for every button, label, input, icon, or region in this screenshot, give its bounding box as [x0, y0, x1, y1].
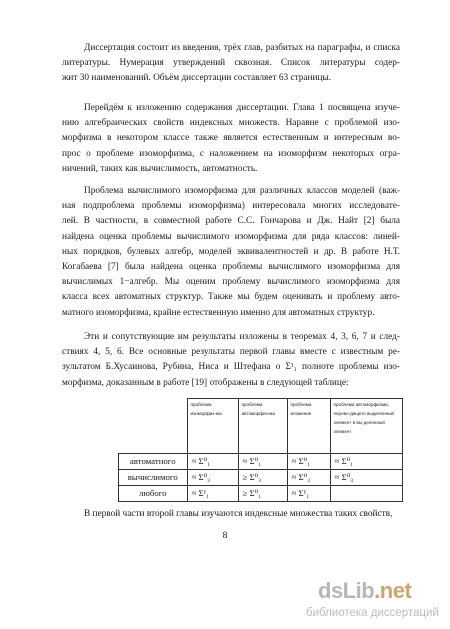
- table-cell: [330, 486, 403, 502]
- paragraph-structure: [62, 41, 400, 87]
- table-cell: ≥ Σ⁰₁: [238, 486, 287, 502]
- text-line: лей. В частности, в совместной работе С.С. Гончарова и Дж. Найт [2] была: [62, 216, 400, 227]
- table-cell: ≈ Σ⁰₃: [287, 470, 330, 486]
- text-line: ствиях 4, 5, 6. Все основные результаты первой главы вместе с известным ре-: [62, 347, 400, 358]
- table-row: [119, 454, 403, 470]
- text-line: зультатом Б.Хусаинова, Рубина, Ниса и Штефана о Σ¹₁ полноте проблемы изо-: [62, 362, 400, 373]
- paragraph-chapter1-intro: [62, 101, 400, 177]
- text-line: ных порядков, булевых алгебр, моделей эквивалентностей и др. В работе Н.Т.: [62, 246, 400, 257]
- dslib-logo[interactable]: [318, 578, 411, 604]
- text-line: морфизма в некотором классе также является естественным и интересным во-: [62, 133, 400, 144]
- table-corner-cell: [119, 399, 188, 454]
- table-row: [119, 470, 403, 486]
- table-row-label: вычислимого: [119, 470, 188, 486]
- text-line: В первой части второй главы изучаются индексные множества таких свойств,: [84, 509, 393, 519]
- table-cell: ≈ Σ¹₁: [187, 486, 238, 502]
- text-line: ная подпроблема проблемы изоморфизма) интересовала многих исследовате-: [62, 201, 400, 212]
- watermark-subtitle: библиотека диссертаций: [306, 607, 439, 619]
- paragraph-computable-isomorphism: [62, 184, 400, 321]
- table-row-label: автоматного: [119, 454, 188, 470]
- text-line: класса всех автоматных структур. Также мы будем оценивать и проблему авто-: [62, 292, 400, 303]
- table-cell: ≥ Σ⁰₃: [238, 470, 287, 486]
- table-header-row: [119, 399, 403, 454]
- text-line: найдена оценка проблемы вычислимого изоморфизма для ряда классов: линей-: [62, 231, 400, 242]
- table-cell: ≈ Σ⁰₃: [187, 470, 238, 486]
- table-cell: ≈ Σ⁰₃: [330, 470, 403, 486]
- page-number: 8: [222, 531, 228, 541]
- table-cell: ≈ Σ¹₁: [287, 486, 330, 502]
- text-line: нию алгебраических свойств индексных множеств. Наравне с проблемой изо-: [62, 118, 400, 129]
- text-line: Диссертация состоит из введения, трёх глав, разбитых на параграфы, и списка: [84, 43, 400, 53]
- paragraph-chapter2-intro: [62, 507, 400, 522]
- text-line: жит 30 наименований. Объём диссертации составляет 63 страницы.: [62, 73, 332, 84]
- text-line: матного изоморфизма, крайне естественную именно для автоматных структур.: [62, 307, 375, 318]
- results-table: [118, 398, 403, 502]
- table-cell: ≈ Σ⁰₁: [287, 454, 330, 470]
- text-line: прос о проблеме изоморфизма, с наложением на изоморфизм некоторых огра-: [62, 148, 400, 159]
- text-line: ничений, таких как вычислимость, автоматность.: [62, 163, 258, 174]
- paragraph-results-summary: [62, 330, 400, 391]
- text-line: Перейдём к изложению содержания диссертации. Глава 1 посвящена изуче-: [84, 103, 400, 113]
- table-header-cell: проблема изоморфиз-ма: [187, 399, 238, 454]
- text-line: Когабаева [7] была найдена оценка проблемы вычислимого изоморфизма для: [62, 262, 400, 273]
- text-line: Эти и сопутствующие им результаты изложены в теоремах 4, 3, 6, 7 и след-: [84, 332, 400, 342]
- table-header-cell: проблема автоморфизма, перево-дящего выделенный элемент в вы-деленный элемент: [330, 399, 403, 454]
- table-cell: ≈ Σ⁰₁: [330, 454, 403, 470]
- table-row: [119, 486, 403, 502]
- logo-main-text: dsLib: [318, 578, 375, 603]
- logo-tld-text: .net: [374, 578, 412, 603]
- table-cell: ≈ Σ⁰₁: [238, 454, 287, 470]
- text-line: Проблема вычислимого изоморфизма для различных классов моделей (важ-: [84, 186, 400, 196]
- table-row-label: любого: [119, 486, 188, 502]
- text-line: вычислимых 1−алгебр. Мы оценим проблему вычислимого изоморфизма для: [62, 277, 400, 288]
- text-line: морфизма, доказанным в работе [19] отображены в следующей таблице:: [62, 377, 349, 388]
- table-header-cell: проблема автоморфиз-ма: [238, 399, 287, 454]
- text-line: литературы. Нумерация утверждений сквозная. Список литературы содер-: [62, 58, 400, 69]
- table-header-cell: проблема вложения: [287, 399, 330, 454]
- table-cell: ≈ Σ⁰₁: [187, 454, 238, 470]
